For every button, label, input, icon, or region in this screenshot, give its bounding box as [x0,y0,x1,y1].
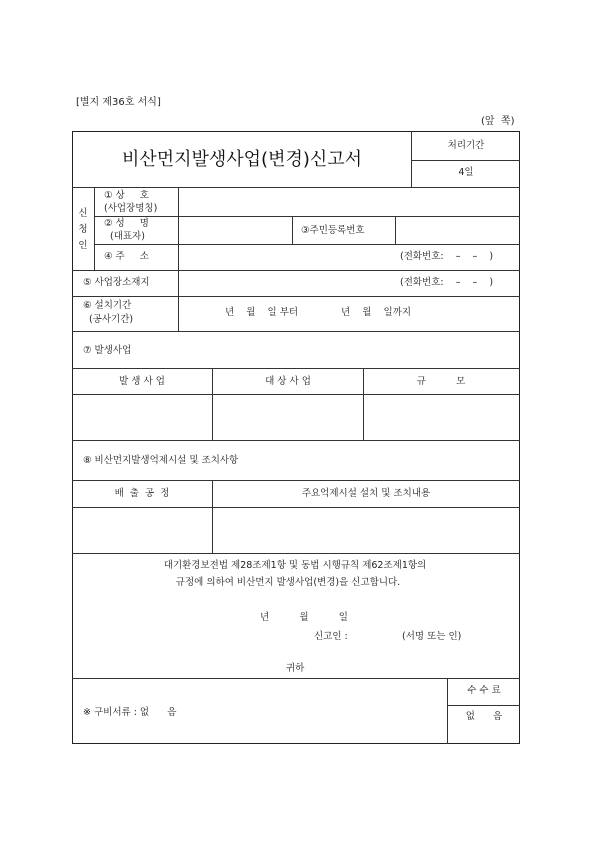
divider [72,296,520,297]
resident-number-label: ③주민등록번호 [301,225,365,236]
declaration-date: 년 월 일 [260,612,348,623]
installation-period-sublabel: (공사기간) [89,314,134,325]
divider [178,187,179,331]
signature-label: (서명 또는 인) [402,631,462,642]
divider [72,368,520,369]
divider [411,160,520,161]
declaration-line-1: 대기환경보전법 제28조제1항 및 동법 시행규칙 제62조제1항의 [163,560,427,571]
target-business-column-header: 대 상 사 업 [265,376,311,387]
divider [447,678,448,744]
divider [72,270,520,271]
divider [94,187,95,270]
emission-process-column-header: 배 출 공 정 [114,488,170,499]
form-title: 비산먼지발생사업(변경)신고서 [121,149,363,170]
processing-period-label: 처리기간 [447,140,485,151]
applicant-label-char: 신 [78,208,88,219]
page-side-label: (앞 쪽) [481,116,515,127]
site-phone: (전화번호: – – ) [400,277,494,288]
target-business-cell[interactable] [214,396,361,438]
resident-number-field[interactable] [397,218,518,242]
representative-label: ② 성 명 [104,218,149,229]
divider [292,216,293,244]
scale-column-header: 규 모 [416,376,466,387]
fee-label: 수 수 료 [467,685,501,696]
addressee-label: 귀하 [286,663,305,674]
divider [72,678,520,679]
scale-cell[interactable] [365,396,518,438]
business-section-label: ⑦ 발생사업 [83,345,132,356]
divider [72,331,520,332]
divider [411,131,412,187]
installation-period-label: ⑥ 설치기간 [83,300,132,311]
address-label: ④ 주 소 [104,251,149,262]
business-cell[interactable] [74,396,210,438]
divider [395,216,396,244]
control-measures-column-header: 주요억제시설 설치 및 조치내용 [301,488,431,499]
form-number-label: [별지 제36호 서식] [76,97,161,108]
company-name-sublabel: (사업장명칭) [104,203,158,214]
divider [363,368,364,440]
fee-value: 없 음 [465,711,503,722]
company-name-field[interactable] [180,189,518,214]
address-field[interactable] [180,246,395,268]
divider [72,507,520,508]
divider [72,553,520,554]
divider [94,244,520,245]
control-measures-cell[interactable] [214,509,518,551]
site-location-field[interactable] [180,272,395,294]
divider [212,368,213,440]
emission-process-cell[interactable] [74,509,210,551]
divider [72,480,520,481]
period-from: 년 월 일 부터 [225,307,299,318]
divider [72,394,520,395]
applicant-label-char: 청 [78,224,88,235]
required-documents-note: ※ 구비서류 : 없 음 [83,707,177,718]
business-column-header: 발 생 사 업 [119,376,165,387]
divider [72,187,520,188]
company-name-label: ① 상 호 [104,190,149,201]
divider [447,705,520,706]
declaration-line-2: 규정에 의하여 비산먼지 발생사업(변경)을 신고합니다. [175,577,401,588]
representative-field[interactable] [180,218,290,242]
divider [212,480,213,553]
divider [72,440,520,441]
address-phone: (전화번호: – – ) [400,251,494,262]
representative-sublabel: (대표자) [110,231,145,242]
site-location-label: ⑤ 사업장소재지 [83,277,150,288]
period-to: 년 월 일까지 [341,307,412,318]
reporter-label: 신고인 : [314,631,348,642]
applicant-label-char: 인 [78,240,88,251]
facility-section-label: ⑧ 비산먼지발생억제시설 및 조치사항 [83,455,239,466]
divider [94,216,520,217]
processing-period-value: 4일 [458,167,474,178]
